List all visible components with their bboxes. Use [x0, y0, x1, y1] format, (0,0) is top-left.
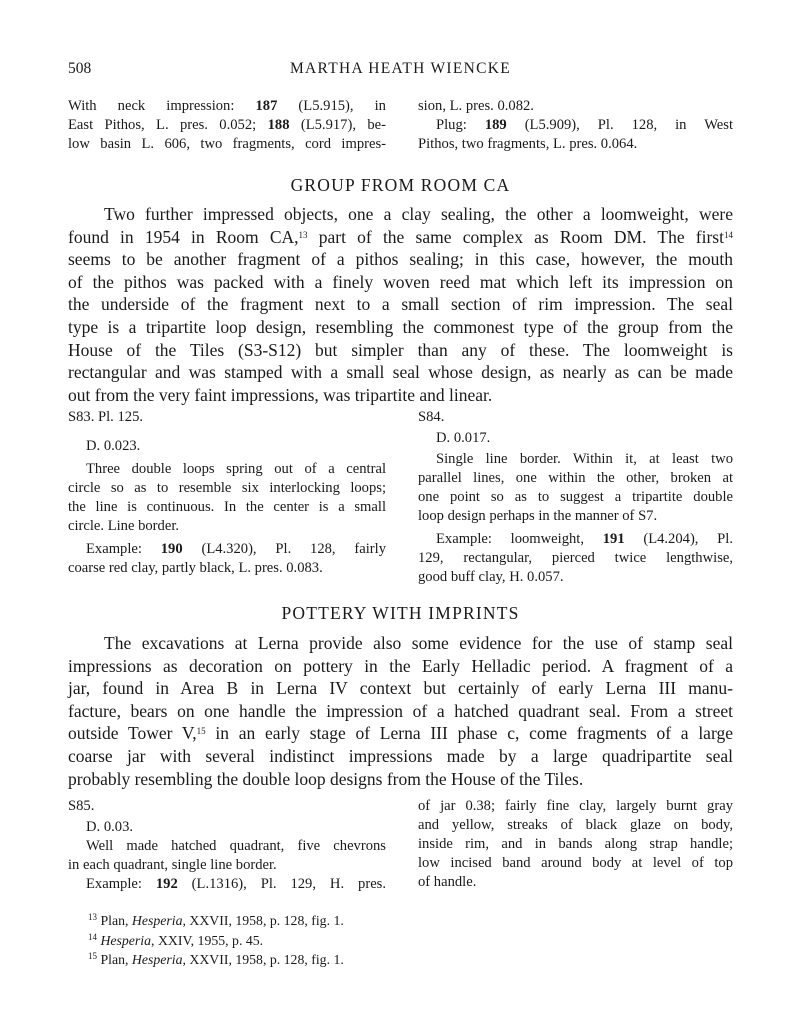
text-line: circle so as to resemble six interlocking loops; — [68, 480, 386, 496]
paragraph-line: House of the Tiles (S3-S12) but simpler than any of these. The loomweight is — [68, 339, 733, 360]
top-block-left — [68, 97, 386, 154]
text-line: of jar 0.38; fairly fine clay, largely burnt gray — [418, 798, 733, 814]
text-line: Well made hatched quadrant, five chevrons — [86, 838, 386, 854]
footnotes — [88, 911, 538, 970]
paragraph-line: facture, bears on one handle the impression of a hatched quadrant seal. From a street — [68, 700, 733, 721]
paragraph-line: coarse jar with several indistinct impressions made by a large quadripartite seal — [68, 745, 733, 766]
paragraph-room-ca — [68, 203, 733, 406]
paragraph-line: outside Tower V,$^{15}$ in an early stage of Lerna III phase c, come fragments of a large — [68, 723, 733, 744]
text-line: good buff clay, H. 0.057. — [418, 569, 564, 585]
entry-dimension: D. 0.03. — [86, 819, 134, 835]
text-line: of handle. — [418, 874, 477, 890]
entry-s85-continued — [418, 797, 733, 892]
section-heading-pottery: POTTERY WITH IMPRINTS — [281, 603, 520, 623]
paragraph-line: type is a tripartite loop design, resembling the commonest type of the group from the — [68, 316, 733, 337]
text-line: and yellow, streaks of black glaze on body, — [418, 817, 733, 833]
paragraph-line: The excavations at Lerna provide also some evidence for the use of stamp seal — [104, 633, 733, 653]
text-line: circle. Line border. — [68, 518, 180, 534]
footnote-marker: 13 — [298, 229, 308, 240]
text-line: loop design perhaps in the manner of S7. — [418, 508, 658, 524]
paragraph-line: of the pithos was packed with a finely woven reed mat which left its impression on — [68, 271, 733, 292]
paragraph-line: rectangular and was stamped with a small seal whose design, as nearly as can be made — [68, 362, 733, 383]
entry-s83 — [68, 408, 386, 578]
text-line: low incised band around body at level of top — [418, 855, 733, 871]
text-line: coarse red clay, partly black, L. pres. 0.083. — [68, 560, 323, 576]
text-line: the line is continuous. In the center is a small — [68, 499, 386, 515]
paragraph-line: seems to be another fragment of a pithos sealing; in this case, however, the mouth — [68, 249, 733, 270]
text-line: East Pithos, L. pres. 0.052; 188 (L5.917), be- — [68, 117, 386, 133]
entry-dimension: D. 0.017. — [436, 430, 491, 446]
text-line: Three double loops spring out of a central — [86, 461, 386, 477]
top-block-right — [418, 97, 733, 154]
footnote: $^{15}$ Plan, Hesperia, XXVII, 1958, p. 128, fig. 1. — [88, 951, 344, 967]
text-line: Pithos, two fragments, L. pres. 0.064. — [418, 136, 638, 152]
entry-label: S85. — [68, 798, 95, 814]
paragraph-line: jar, found in Area B in Lerna IV context but certainly of early Lerna III manu- — [68, 678, 733, 699]
page-number: 508 — [68, 60, 92, 77]
footnote-marker: 14 — [723, 229, 733, 240]
text-line: inside rim, and in bands along strap handle; — [418, 836, 733, 852]
running-header — [68, 60, 733, 82]
paragraph-pottery — [68, 632, 733, 790]
paragraph-line: probably resembling the double loop designs from the House of the Tiles. — [68, 768, 584, 789]
text-line: Single line border. Within it, at least two — [436, 451, 733, 467]
text-line: low basin L. 606, two fragments, cord impres- — [68, 136, 386, 152]
text-line: sion, L. pres. 0.082. — [418, 98, 534, 114]
section-heading-room-ca: GROUP FROM ROOM CA — [290, 175, 511, 195]
text-line: Plug: 189 (L5.909), Pl. 128, in West — [436, 117, 734, 133]
text-line: Example: 192 (L.1316), Pl. 129, H. pres. — [86, 876, 386, 892]
paragraph-line: out from the very faint impressions, was tripartite and linear. — [68, 384, 493, 405]
footnote: $^{13}$ Plan, Hesperia, XXVII, 1958, p. 128, fig. 1. — [88, 912, 344, 928]
entry-label: S84. — [418, 409, 445, 425]
entry-s85 — [68, 797, 386, 894]
text-line: 129, rectangular, pierced twice lengthwise, — [418, 550, 733, 566]
text-line: With neck impression: 187 (L5.915), in — [68, 98, 386, 114]
footnote: $^{14}$ Hesperia, XXIV, 1955, p. 45. — [88, 931, 264, 948]
entry-label: S83. Pl. 125. — [68, 409, 144, 425]
entry-s84 — [418, 408, 733, 587]
paragraph-line: the underside of the fragment next to a small section of rim impression. The seal — [68, 294, 733, 315]
running-title: MARTHA HEATH WIENCKE — [289, 60, 512, 77]
paragraph-line: found in 1954 in Room CA,$^{13}$ part of the same complex as Room DM. The first$^{14}$ — [68, 226, 733, 247]
text-line: in each quadrant, single line border. — [68, 857, 277, 873]
entry-dimension: D. 0.023. — [86, 438, 141, 454]
text-line: one point so as to suggest a tripartite double — [418, 489, 733, 505]
paragraph-line: impressions as decoration on pottery in the Early Helladic period. A fragment of a — [68, 655, 733, 676]
text-line: Example: 190 (L4.320), Pl. 128, fairly — [86, 541, 386, 557]
text-line: Example: loomweight, 191 (L4.204), Pl. — [436, 531, 733, 547]
paragraph-line: Two further impressed objects, one a clay sealing, the other a loomweight, were — [104, 204, 733, 224]
text-line: parallel lines, one within the other, broken at — [418, 470, 733, 486]
footnote-marker: 15 — [196, 726, 206, 737]
